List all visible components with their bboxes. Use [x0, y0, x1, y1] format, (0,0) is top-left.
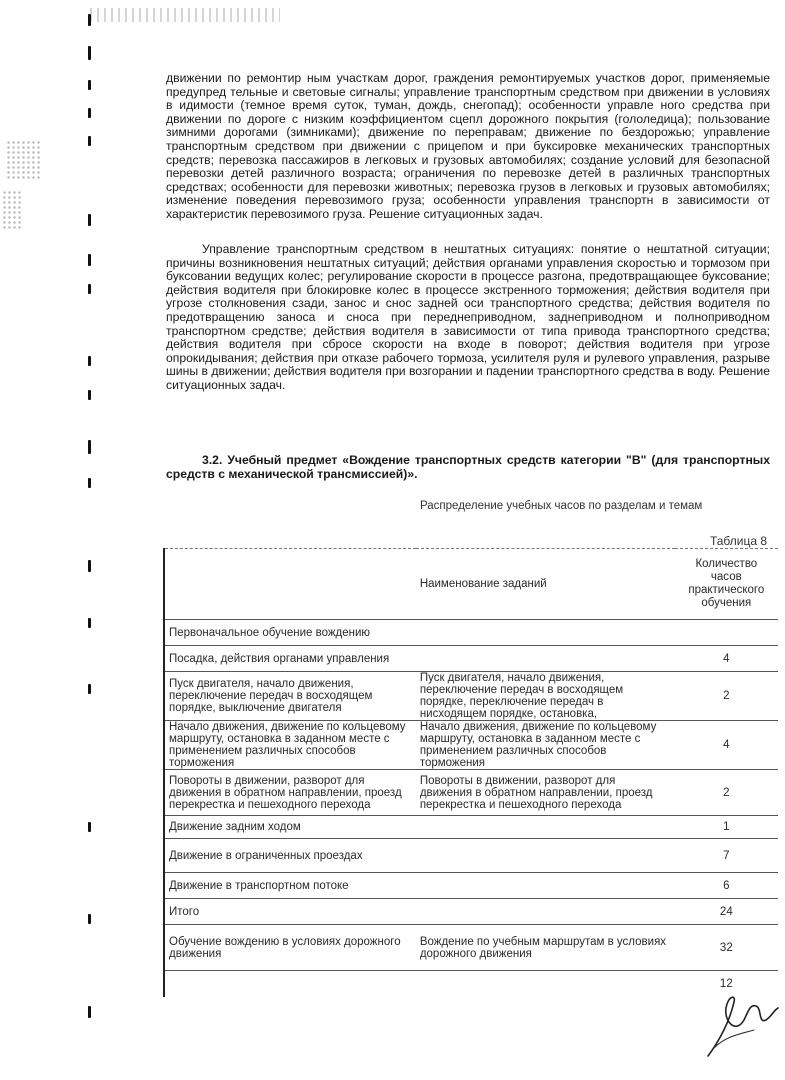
scan-speckle — [2, 190, 22, 230]
table-row — [164, 971, 778, 997]
binding-hole-mark — [88, 284, 91, 294]
binding-hole-mark — [88, 822, 91, 832]
table-cell: Начало движения, движение по кольцевому маршруту, остановка в заданном месте с применением различных способов торможения — [416, 721, 675, 770]
paragraph-2-text: Управление транспортным средством в нештатных ситуациях: понятие о нештатной ситуации; причины возникновения нештатных ситуаций; действия органами управления скоростью и тормозом при буксовании ведущих колес; регулирование скорости в процессе разгона, предотвращающее буксование; действия водителя при блокировке колес в процессе экстренного торможения; действия водителя при угрозе столкновения сзади, занос и снос задней оси транспортного средства; действия водителя по предотвращению заноса и сноса при переднеприводном, заднеприводном и полноприводном транспортном средстве; действия водителя в зависимости от типа привода транспортного средства; действия водителя при сбросе скорости на входе в поворот; действия водителя при угрозе опрокидывания; действия при отказе рабочего тормоза, усилителя руля и рулевого управления, разрыве шины в движении; действия водителя при возгорании и падении транспортного средства в воду. Решение ситуационных задач. — [166, 242, 770, 392]
handwritten-signature — [700, 990, 780, 1060]
binding-hole-mark — [88, 618, 91, 628]
table-row — [164, 899, 778, 925]
table-cell: Пуск двигателя, начало движения, переключение передач в восходящем порядке, переключение передач в нисходящем порядке, остановка, — [416, 672, 675, 721]
table-intro: Распределение учебных часов по разделам и темам — [420, 500, 703, 512]
table-cell — [416, 620, 675, 646]
table-cell — [416, 839, 675, 873]
paragraph-1 — [166, 72, 770, 222]
table-cell: Обучение вождению в условиях дорожного движения — [164, 925, 416, 971]
binding-hole-mark — [88, 560, 91, 572]
table-row — [164, 770, 778, 816]
table-cell — [416, 873, 675, 899]
table-cell — [416, 816, 675, 839]
binding-hole-mark — [88, 254, 91, 266]
table-row — [164, 620, 778, 646]
section-heading: 3.2. Учебный предмет «Вождение транспортных средств категории "B" (для транспортных средств с механической трансмиссией)». — [166, 453, 770, 481]
table-cell: Посадка, действия органами управления — [164, 646, 416, 672]
paragraph-2 — [166, 243, 770, 393]
table-cell: Повороты в движении, разворот для движения в обратном направлении, проезд перекрестка и пешеходного перехода — [416, 770, 675, 816]
table-row — [164, 839, 778, 873]
table-header-row — [164, 549, 778, 620]
table-cell: 24 — [675, 899, 778, 925]
table-cell — [675, 620, 778, 646]
table-row — [164, 873, 778, 899]
table-cell: 7 — [675, 839, 778, 873]
binding-hole-mark — [88, 356, 91, 366]
table-row — [164, 646, 778, 672]
header-cell-hours: Количество часов практического обучения — [675, 549, 778, 620]
table-cell: 12 — [675, 971, 778, 997]
table-cell: Движение в ограниченных проездах — [164, 839, 416, 873]
binding-hole-mark — [88, 108, 91, 118]
table-cell — [164, 971, 416, 997]
table-label: Таблица 8 — [709, 534, 767, 548]
table-cell: Итого — [164, 899, 416, 925]
table-row — [164, 925, 778, 971]
table-cell: 2 — [675, 672, 778, 721]
table-cell: Повороты в движении, разворот для движения в обратном направлении, проезд перекрестка и пешеходного перехода — [164, 770, 416, 816]
table-row — [164, 721, 778, 770]
binding-hole-mark — [88, 684, 91, 694]
table-row — [164, 816, 778, 839]
binding-hole-mark — [88, 80, 91, 90]
table-cell: Движение задним ходом — [164, 816, 416, 839]
table-cell: 4 — [675, 721, 778, 770]
table-cell — [416, 971, 675, 997]
binding-hole-mark — [88, 1006, 91, 1018]
table-cell: 4 — [675, 646, 778, 672]
binding-hole-mark — [88, 440, 91, 454]
table-cell: 1 — [675, 816, 778, 839]
table-row — [164, 672, 778, 721]
table-cell: Начало движения, движение по кольцевому маршруту, остановка в заданном месте с применением различных способов торможения — [164, 721, 416, 770]
table-cell — [416, 646, 675, 672]
binding-hole-mark — [88, 14, 91, 26]
table-cell: 2 — [675, 770, 778, 816]
hours-table — [163, 548, 778, 997]
binding-hole-mark — [88, 136, 91, 146]
table-cell: Пуск двигателя, начало движения, переключение передач в восходящем порядке, выключение двигателя — [164, 672, 416, 721]
scan-speckle — [6, 140, 42, 180]
paragraph-1-text: движении по ремонтир ным участкам дорог, граждения ремонтируемых участков дорог, применяемые предупред тельные и световые сигналы; управление транспортным средством при движении в условиях в идимости (темное время суток, туман, дождь, снегопад); особенности управле ного средства при движении по дороге с низким коэффициентом сцепл дорожного покрытия (гололедица); пользование зимними дорогами (зимниками); движение по переправам; движение по бездорожью; управление транспортным средством при движении с прицепом и при буксировке механических транспортных средств; перевозка пассажиров в легковых и грузовых автомобилях; создание условий для безопасной перевозки детей различного возраста; ограничения по перевозке детей в различных транспортных средствах; особенности для перевозки животных; перевозка грузов в легковых и грузовых автомобилях; изменение поведения перевозимого груза; особенности управления транспортн в зависимости от характеристик перевозимого груза. Решение ситуационных задач. — [166, 71, 770, 221]
binding-hole-mark — [88, 478, 91, 488]
scan-noise — [90, 8, 280, 22]
binding-hole-mark — [88, 46, 91, 60]
table-cell: Первоначальное обучение вождению — [164, 620, 416, 646]
binding-hole-mark — [88, 214, 91, 226]
header-cell-section — [164, 549, 416, 620]
header-cell-tasks: Наименование заданий — [416, 549, 675, 620]
table-cell: 32 — [675, 925, 778, 971]
table-cell: Движение в транспортном потоке — [164, 873, 416, 899]
table-cell: Вождение по учебным маршрутам в условиях дорожного движения — [416, 925, 675, 971]
table-cell — [416, 899, 675, 925]
binding-hole-mark — [88, 390, 91, 400]
binding-hole-mark — [88, 914, 91, 924]
table-cell: 6 — [675, 873, 778, 899]
